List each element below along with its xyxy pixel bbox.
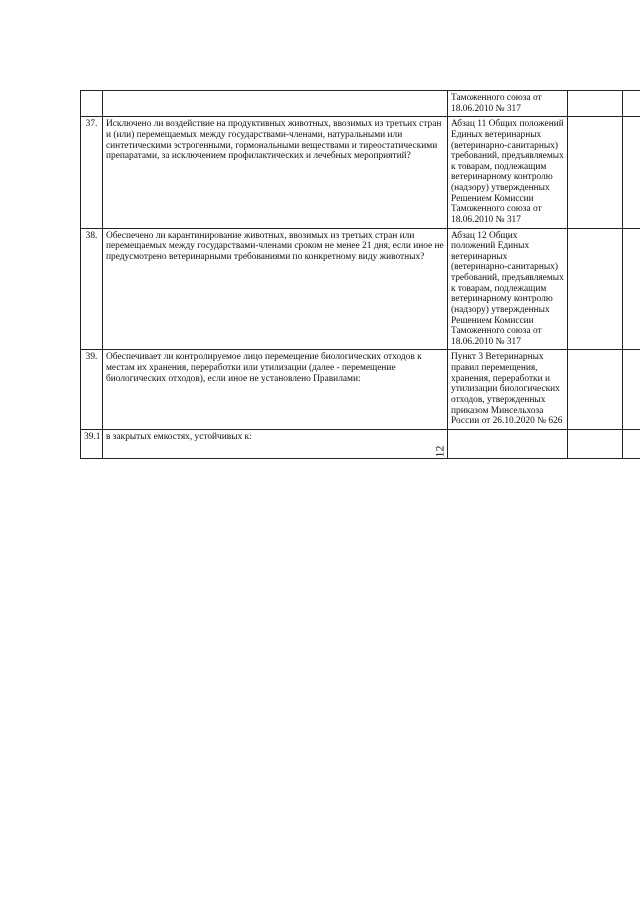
cell-empty bbox=[623, 117, 640, 228]
cell-empty bbox=[623, 429, 640, 458]
cell-num: 37. bbox=[81, 117, 103, 228]
table-container bbox=[80, 90, 640, 442]
cell-empty bbox=[568, 429, 623, 458]
cell-empty bbox=[568, 350, 623, 429]
table-row bbox=[81, 117, 640, 228]
cell-ref bbox=[448, 429, 568, 458]
cell-empty bbox=[568, 91, 623, 117]
cell-ref: Абзац 12 Общих положений Единых ветеринарных (ветеринарно-санитарных) требований, предъявляемых к товарам, подлежащим ветеринарному контролю (надзору) утвержденных Решением Комиссии Таможенного союза от 18.06.2010 № 317 bbox=[448, 228, 568, 350]
cell-num bbox=[81, 91, 103, 117]
table-row bbox=[81, 350, 640, 429]
cell-ref: Пункт 3 Ветеринарных правил перемещения, хранения, переработки и утилизации биологических отходов, утвержденных приказом Минсельхоза России от 26.10.2020 № 626 bbox=[448, 350, 568, 429]
cell-ref: Абзац 11 Общих положений Единых ветеринарных (ветеринарно-санитарных) требований, предъявляемых к товарам, подлежащим ветеринарному контролю (надзору) утвержденных Решением Комиссии Таможенного союза от 18.06.2010 № 317 bbox=[448, 117, 568, 228]
table-row bbox=[81, 228, 640, 350]
cell-question: в закрытых емкостях, устойчивых к: bbox=[103, 429, 448, 458]
cell-question: Исключено ли воздействие на продуктивных животных, ввозимых из третьих стран и (или) перемещаемых между государствами-членами, натуральными или синтетическими эстрогенными, гормональными веществами и тиреостатическими препаратами, за исключением профилактических и лечебных мероприятий? bbox=[103, 117, 448, 228]
cell-question: Обеспечено ли карантинирование животных, ввозимых из третьих стран или перемещаемых между государствами-членами сроком не менее 21 дня, если иное не предусмотрено ветеринарными требованиями по конкретному виду животных? bbox=[103, 228, 448, 350]
page-number: 12 bbox=[432, 445, 447, 458]
cell-num: 39. bbox=[81, 350, 103, 429]
table-row bbox=[81, 91, 640, 117]
checklist-table bbox=[80, 90, 640, 459]
cell-num: 38. bbox=[81, 228, 103, 350]
cell-ref: Таможенного союза от 18.06.2010 № 317 bbox=[448, 91, 568, 117]
cell-empty bbox=[568, 228, 623, 350]
cell-empty bbox=[568, 117, 623, 228]
cell-question bbox=[103, 91, 448, 117]
document-sheet bbox=[80, 90, 640, 442]
cell-question: Обеспечивает ли контролируемое лицо перемещение биологических отходов к местам их хранения, переработки или утилизации (далее - перемещение биологических отходов), если иное не установлено Правилами: bbox=[103, 350, 448, 429]
table-row bbox=[81, 429, 640, 458]
cell-num: 39.1 bbox=[81, 429, 103, 458]
cell-empty bbox=[623, 228, 640, 350]
cell-empty bbox=[623, 350, 640, 429]
cell-empty bbox=[623, 91, 640, 117]
